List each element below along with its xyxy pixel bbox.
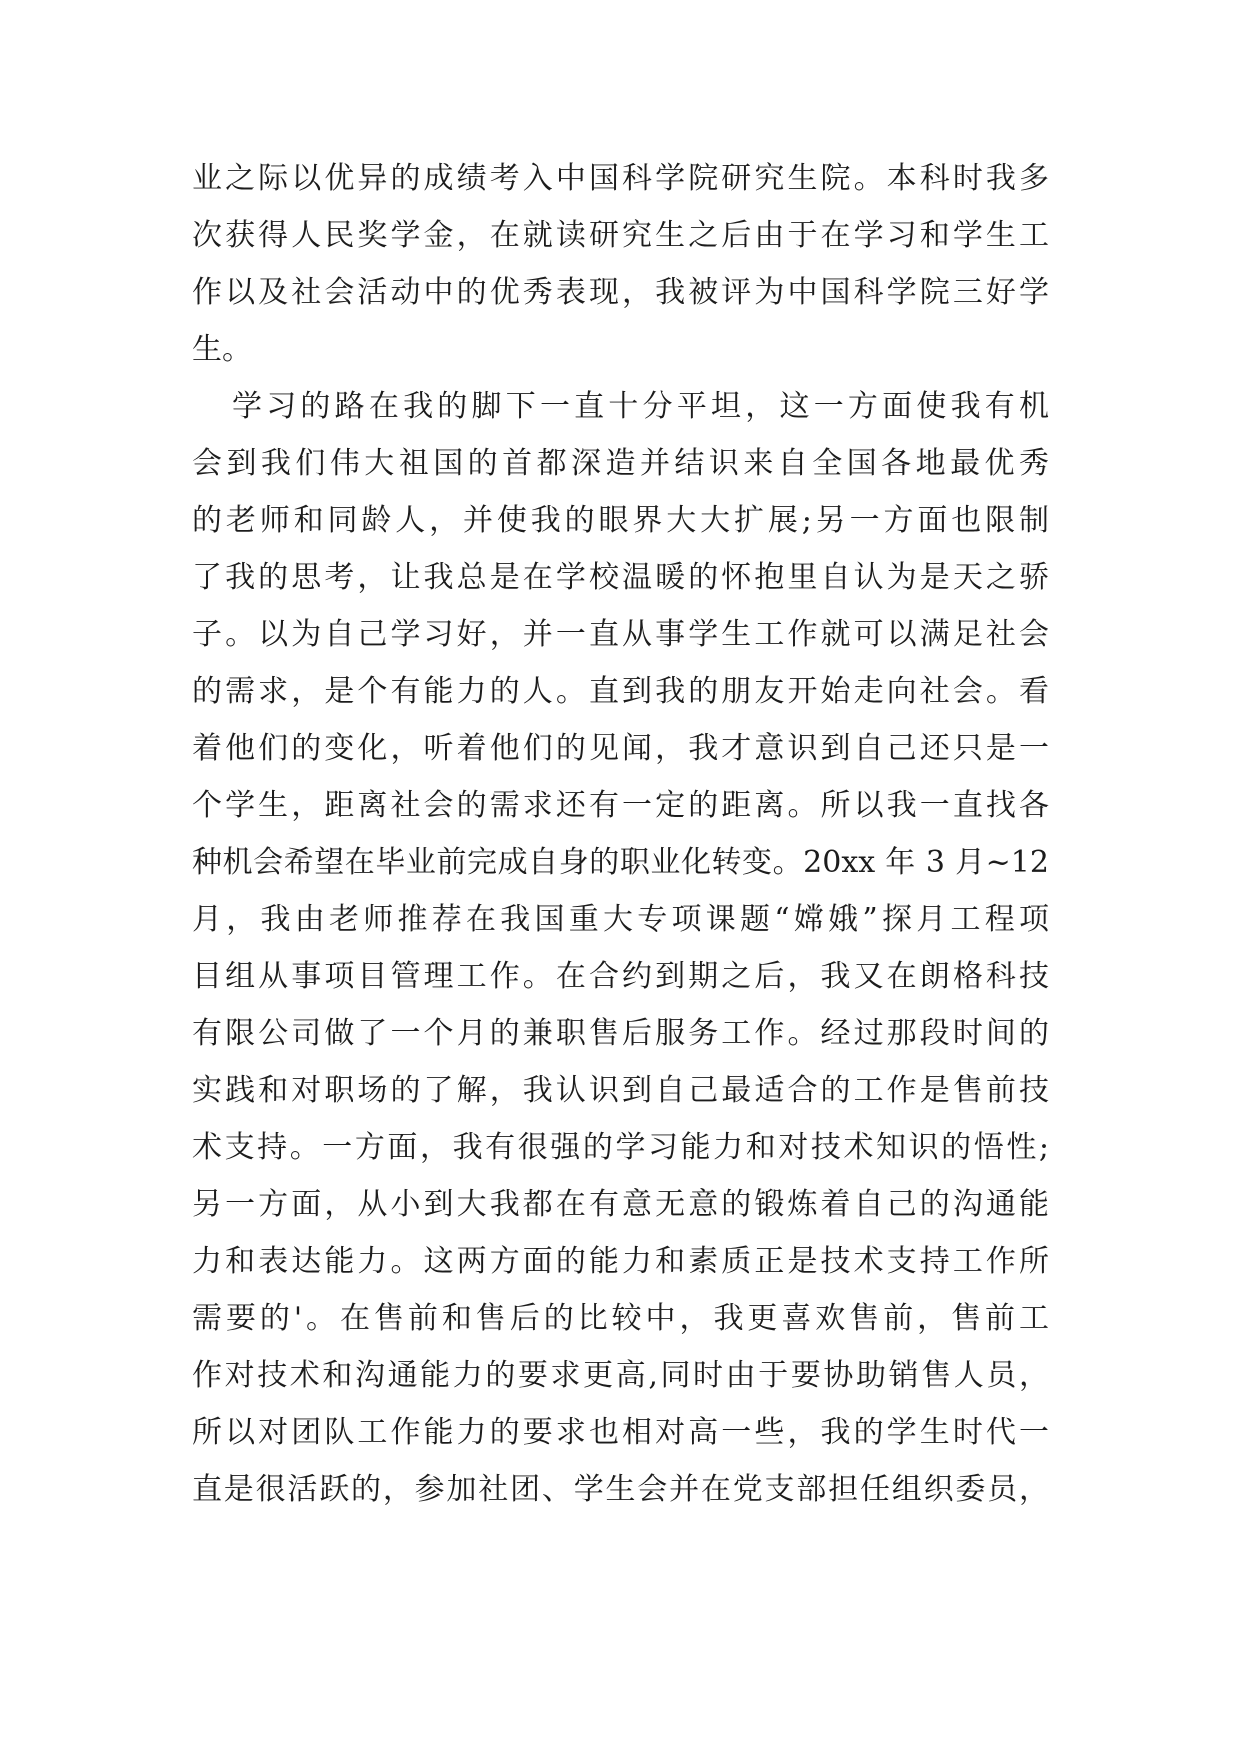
- text-line: 的老师和同龄人，并使我的眼界大大扩展;另一方面也限制: [192, 503, 1049, 538]
- text-line: 目组从事项目管理工作。在合约到期之后，我又在朗格科技: [192, 959, 1049, 994]
- text-line: 种机会希望在毕业前完成自身的职业化转变。20xx 年 3 月~12: [192, 845, 1049, 880]
- text-line: 生。: [192, 332, 252, 367]
- paragraph: [192, 150, 1049, 378]
- text-line: 的需求，是个有能力的人。直到我的朋友开始走向社会。看: [192, 674, 1049, 709]
- paragraph: [192, 378, 1049, 1518]
- text-line: 所以对团队工作能力的要求也相对高一些，我的学生时代一: [192, 1415, 1049, 1450]
- text-line: 另一方面，从小到大我都在有意无意的锻炼着自己的沟通能: [192, 1187, 1049, 1222]
- text-line: 月，我由老师推荐在我国重大专项课题“嫦娥”探月工程项: [192, 902, 1049, 937]
- text-line: 业之际以优异的成绩考入中国科学院研究生院。本科时我多: [192, 161, 1049, 196]
- text-line: 子。以为自己学习好，并一直从事学生工作就可以满足社会: [192, 617, 1049, 652]
- text-line: 作对技术和沟通能力的要求更高,同时由于要协助销售人员，: [192, 1358, 1049, 1393]
- text-line: 力和表达能力。这两方面的能力和素质正是技术支持工作所: [192, 1244, 1049, 1279]
- text-line: 次获得人民奖学金，在就读研究生之后由于在学习和学生工: [192, 218, 1049, 253]
- text-line: 了我的思考，让我总是在学校温暖的怀抱里自认为是天之骄: [192, 560, 1049, 595]
- text-line: 有限公司做了一个月的兼职售后服务工作。经过那段时间的: [192, 1016, 1049, 1051]
- document-body: [192, 150, 1049, 1518]
- text-line: 实践和对职场的了解，我认识到自己最适合的工作是售前技: [192, 1073, 1049, 1108]
- text-line: 需要的'。在售前和售后的比较中，我更喜欢售前，售前工: [192, 1301, 1049, 1336]
- text-line: 学习的路在我的脚下一直十分平坦，这一方面使我有机: [232, 389, 1049, 424]
- text-line: 术支持。一方面，我有很强的学习能力和对技术知识的悟性;: [192, 1130, 1049, 1165]
- text-line: 直是很活跃的，参加社团、学生会并在党支部担任组织委员，: [192, 1472, 1049, 1507]
- text-line: 着他们的变化，听着他们的见闻，我才意识到自己还只是一: [192, 731, 1049, 766]
- text-line: 会到我们伟大祖国的首都深造并结识来自全国各地最优秀: [192, 446, 1049, 481]
- text-line: 个学生，距离社会的需求还有一定的距离。所以我一直找各: [192, 788, 1049, 823]
- text-line: 作以及社会活动中的优秀表现，我被评为中国科学院三好学: [192, 275, 1049, 310]
